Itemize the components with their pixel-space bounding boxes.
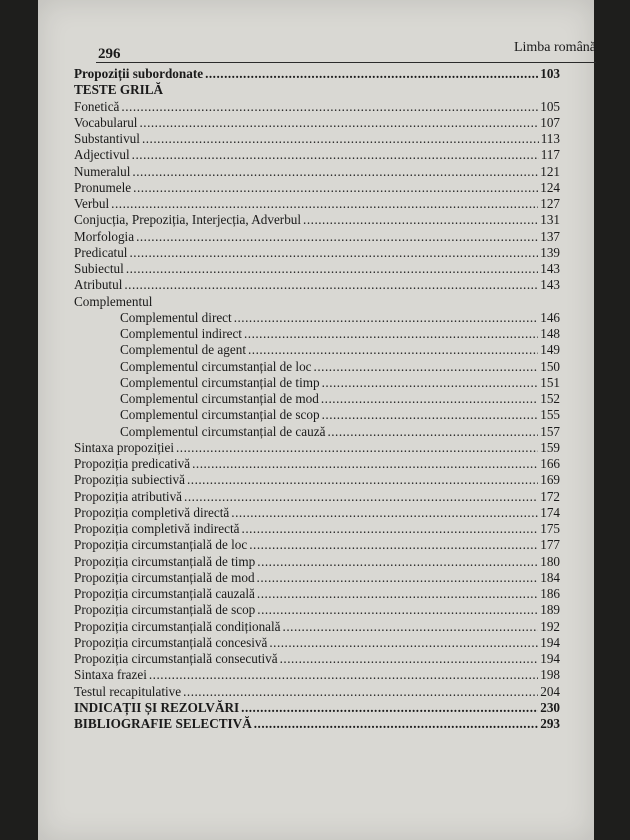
dot-leader (244, 326, 538, 342)
toc-entry-label: Propoziția circumstanțială de scop (74, 602, 256, 618)
dot-leader (121, 99, 538, 115)
toc-entry-label: Numeralul (74, 163, 131, 179)
toc-entry (74, 635, 560, 651)
toc-entry (120, 326, 560, 342)
toc-entry (74, 440, 560, 456)
toc-entry-page: 180 (540, 553, 560, 569)
toc-entry (74, 294, 560, 310)
toc-entry-label: Complementul circumstanțial de mod (120, 391, 319, 406)
dot-leader (249, 537, 538, 553)
toc-entry (74, 261, 560, 277)
toc-entry-label: Propoziții subordonate (74, 66, 204, 81)
toc-entry (74, 651, 560, 667)
toc-entry-label: Complementul circumstanțial de timp (120, 374, 320, 390)
toc-entry-label: Sintaxa frazei (74, 667, 147, 683)
toc-entry-label: Complementul circumstanțial de scop (120, 407, 320, 423)
toc-entry-label: Complementul circumstanțial de loc (120, 358, 312, 374)
dot-leader (126, 261, 538, 277)
toc-entry-page: 198 (540, 667, 560, 683)
dot-leader (248, 342, 538, 358)
dot-leader (205, 66, 538, 82)
toc-entry-page: 146 (540, 309, 560, 325)
dot-leader (254, 716, 539, 732)
header-rule (96, 62, 596, 63)
toc-entry-label: Testul recapitulative (74, 683, 182, 699)
dot-leader (257, 586, 538, 602)
toc-entry-label: Propoziția circumstanțială cauzală (74, 586, 255, 601)
toc-entry-page: 152 (540, 391, 560, 406)
toc-entry-label: Propoziția circumstanțială de mod (74, 569, 255, 585)
dot-leader (183, 684, 538, 700)
toc-entry (74, 667, 560, 683)
toc-entry (74, 99, 560, 115)
toc-entry (74, 537, 560, 553)
toc-entry-page: 150 (540, 358, 560, 374)
toc-entry-page: 103 (540, 66, 560, 81)
dot-leader (257, 554, 538, 570)
dot-leader (176, 440, 538, 456)
dot-leader (139, 115, 538, 131)
toc-entry-page: 293 (540, 716, 560, 731)
toc-entry-label: Propoziția atributivă (74, 488, 183, 504)
toc-entry (74, 456, 560, 472)
toc-entry (74, 131, 560, 147)
toc-entry-label: Propoziția circumstanțială consecutivă (74, 651, 278, 666)
toc-entry (120, 391, 560, 407)
toc-entry-page: 137 (540, 228, 560, 244)
toc-entry (74, 472, 560, 488)
toc-entry-label: Atributul (74, 277, 123, 293)
toc-entry-label: Propoziția completivă indirectă (74, 521, 240, 536)
toc-entry (74, 684, 560, 700)
toc-entry (74, 245, 560, 261)
toc-entry (74, 716, 560, 732)
toc-entry-label: Complementul (74, 293, 153, 309)
toc-entry-page: 169 (540, 472, 560, 488)
dot-leader (142, 131, 539, 147)
toc-entry-page: 107 (540, 114, 560, 130)
toc-entry (120, 424, 560, 440)
toc-entry-page: 189 (540, 602, 560, 618)
toc-entry (74, 700, 560, 716)
toc-entry-label: Propoziția circumstanțială concesivă (74, 634, 268, 650)
toc-entry-page: 192 (540, 618, 560, 634)
dot-leader (257, 602, 538, 618)
toc-entry-page: 121 (540, 163, 560, 179)
toc-entry-page: 172 (540, 488, 560, 504)
toc-entry-page: 155 (540, 407, 560, 423)
toc-entry-page: 143 (540, 277, 560, 293)
dot-leader (124, 277, 538, 293)
toc-entry-label: Sintaxa propoziției (74, 439, 174, 455)
toc-entry-page: 113 (540, 131, 560, 146)
dot-leader (132, 164, 538, 180)
toc-entry (120, 359, 560, 375)
toc-entry-page: 184 (540, 569, 560, 585)
toc-entry-label: Substantivul (74, 131, 140, 146)
toc-entry (74, 489, 560, 505)
toc-entry-label: Complementul circumstanțial de cauză (120, 423, 326, 439)
toc-entry-page: 139 (540, 244, 560, 260)
dot-leader (241, 700, 538, 716)
dot-leader (322, 375, 539, 391)
toc-entry-label: Fonetică (74, 98, 120, 114)
toc-entry-page: 186 (540, 586, 560, 601)
toc-entry-label: Predicatul (74, 244, 128, 260)
toc-entry-page: 174 (540, 504, 560, 520)
toc-entry-page: 166 (540, 456, 560, 471)
toc-entry-page: 143 (540, 261, 560, 276)
toc-entry-page: 149 (540, 342, 560, 358)
dot-leader (111, 196, 538, 212)
toc-entry (120, 342, 560, 358)
toc-entry-label: Adjectivul (74, 147, 130, 163)
toc-entry-label: Pronumele (74, 179, 132, 195)
toc-entry-page: 194 (540, 651, 560, 666)
toc-entry-label: Complementul indirect (120, 326, 242, 341)
toc-entry (74, 586, 560, 602)
toc-entry-label: Subiectul (74, 261, 124, 276)
dot-leader (321, 391, 538, 407)
toc-entry (74, 180, 560, 196)
dot-leader (231, 505, 538, 521)
toc-entry-page: 159 (540, 439, 560, 455)
dot-leader (129, 245, 538, 261)
book-page (38, 0, 594, 840)
running-title: Limba română (513, 40, 596, 55)
toc-entry-page: 151 (540, 374, 560, 390)
toc-entry-page: 117 (540, 147, 560, 163)
toc-entry-page: 204 (540, 683, 560, 699)
toc-entry-page: 127 (540, 196, 560, 211)
toc-entry-page: 157 (540, 423, 560, 439)
toc-entry-page: 105 (540, 98, 560, 114)
toc-entry (74, 82, 560, 98)
dot-leader (269, 635, 538, 651)
toc-entry-label: TESTE GRILĂ (74, 82, 164, 98)
toc-entry-label: Verbul (74, 196, 110, 211)
toc-entry (74, 277, 560, 293)
toc-entry-label: Propoziția circumstanțială condițională (74, 618, 281, 634)
toc-entry-label: BIBLIOGRAFIE SELECTIVĂ (74, 716, 252, 731)
toc-entry-label: Vocabularul (74, 114, 138, 130)
toc-entry-page: 148 (540, 326, 560, 341)
toc-entry (120, 375, 560, 391)
dot-leader (280, 651, 539, 667)
dot-leader (136, 229, 538, 245)
toc-entry-page: 194 (540, 634, 560, 650)
toc-entry (74, 164, 560, 180)
toc-entry-page: 230 (540, 699, 560, 715)
dot-leader (322, 407, 539, 423)
toc-entry (74, 212, 560, 228)
dot-leader (242, 521, 539, 537)
toc-entry (74, 570, 560, 586)
toc-entry (74, 115, 560, 131)
page-header (96, 40, 596, 64)
toc-entry (74, 521, 560, 537)
toc-entry (74, 602, 560, 618)
toc-entry (74, 229, 560, 245)
toc-entry (74, 505, 560, 521)
toc-entry (74, 147, 560, 163)
toc-entry (74, 196, 560, 212)
toc-entry-label: Propoziția circumstanțială de loc (74, 537, 248, 553)
dot-leader (187, 472, 538, 488)
toc-entry-label: Morfologia (74, 228, 135, 244)
dot-leader (257, 570, 539, 586)
toc-entry-label: Propoziția predicativă (74, 456, 191, 471)
toc-entry (120, 310, 560, 326)
page-number: 296 (98, 46, 121, 62)
toc-entry-page: 124 (540, 179, 560, 195)
dot-leader (184, 489, 538, 505)
toc-entry-page: 175 (540, 521, 560, 536)
toc-entry-label: INDICAȚII ȘI REZOLVĂRI (74, 699, 240, 715)
dot-leader (303, 212, 538, 228)
toc-entry (120, 407, 560, 423)
dot-leader (132, 147, 539, 163)
dot-leader (234, 310, 539, 326)
dot-leader (149, 667, 538, 683)
toc-entry-label: Propoziția subiectivă (74, 472, 185, 488)
toc-entry-label: Complementul direct (120, 309, 232, 325)
dot-leader (192, 456, 538, 472)
toc-entry-label: Complementul de agent (120, 342, 246, 358)
toc-entry-label: Conjucția, Prepoziția, Interjecția, Adverbul (74, 212, 302, 228)
dot-leader (283, 619, 539, 635)
dot-leader (314, 359, 539, 375)
toc-entry-label: Propoziția circumstanțială de timp (74, 553, 256, 569)
toc-entry-page: 177 (540, 537, 560, 553)
toc-entry-label: Propoziția completivă directă (74, 504, 230, 520)
toc-entry (74, 66, 560, 82)
dot-leader (133, 180, 538, 196)
toc-entry-page: 131 (540, 212, 560, 228)
toc-entry (74, 554, 560, 570)
dot-leader (327, 424, 538, 440)
toc-entry (74, 619, 560, 635)
